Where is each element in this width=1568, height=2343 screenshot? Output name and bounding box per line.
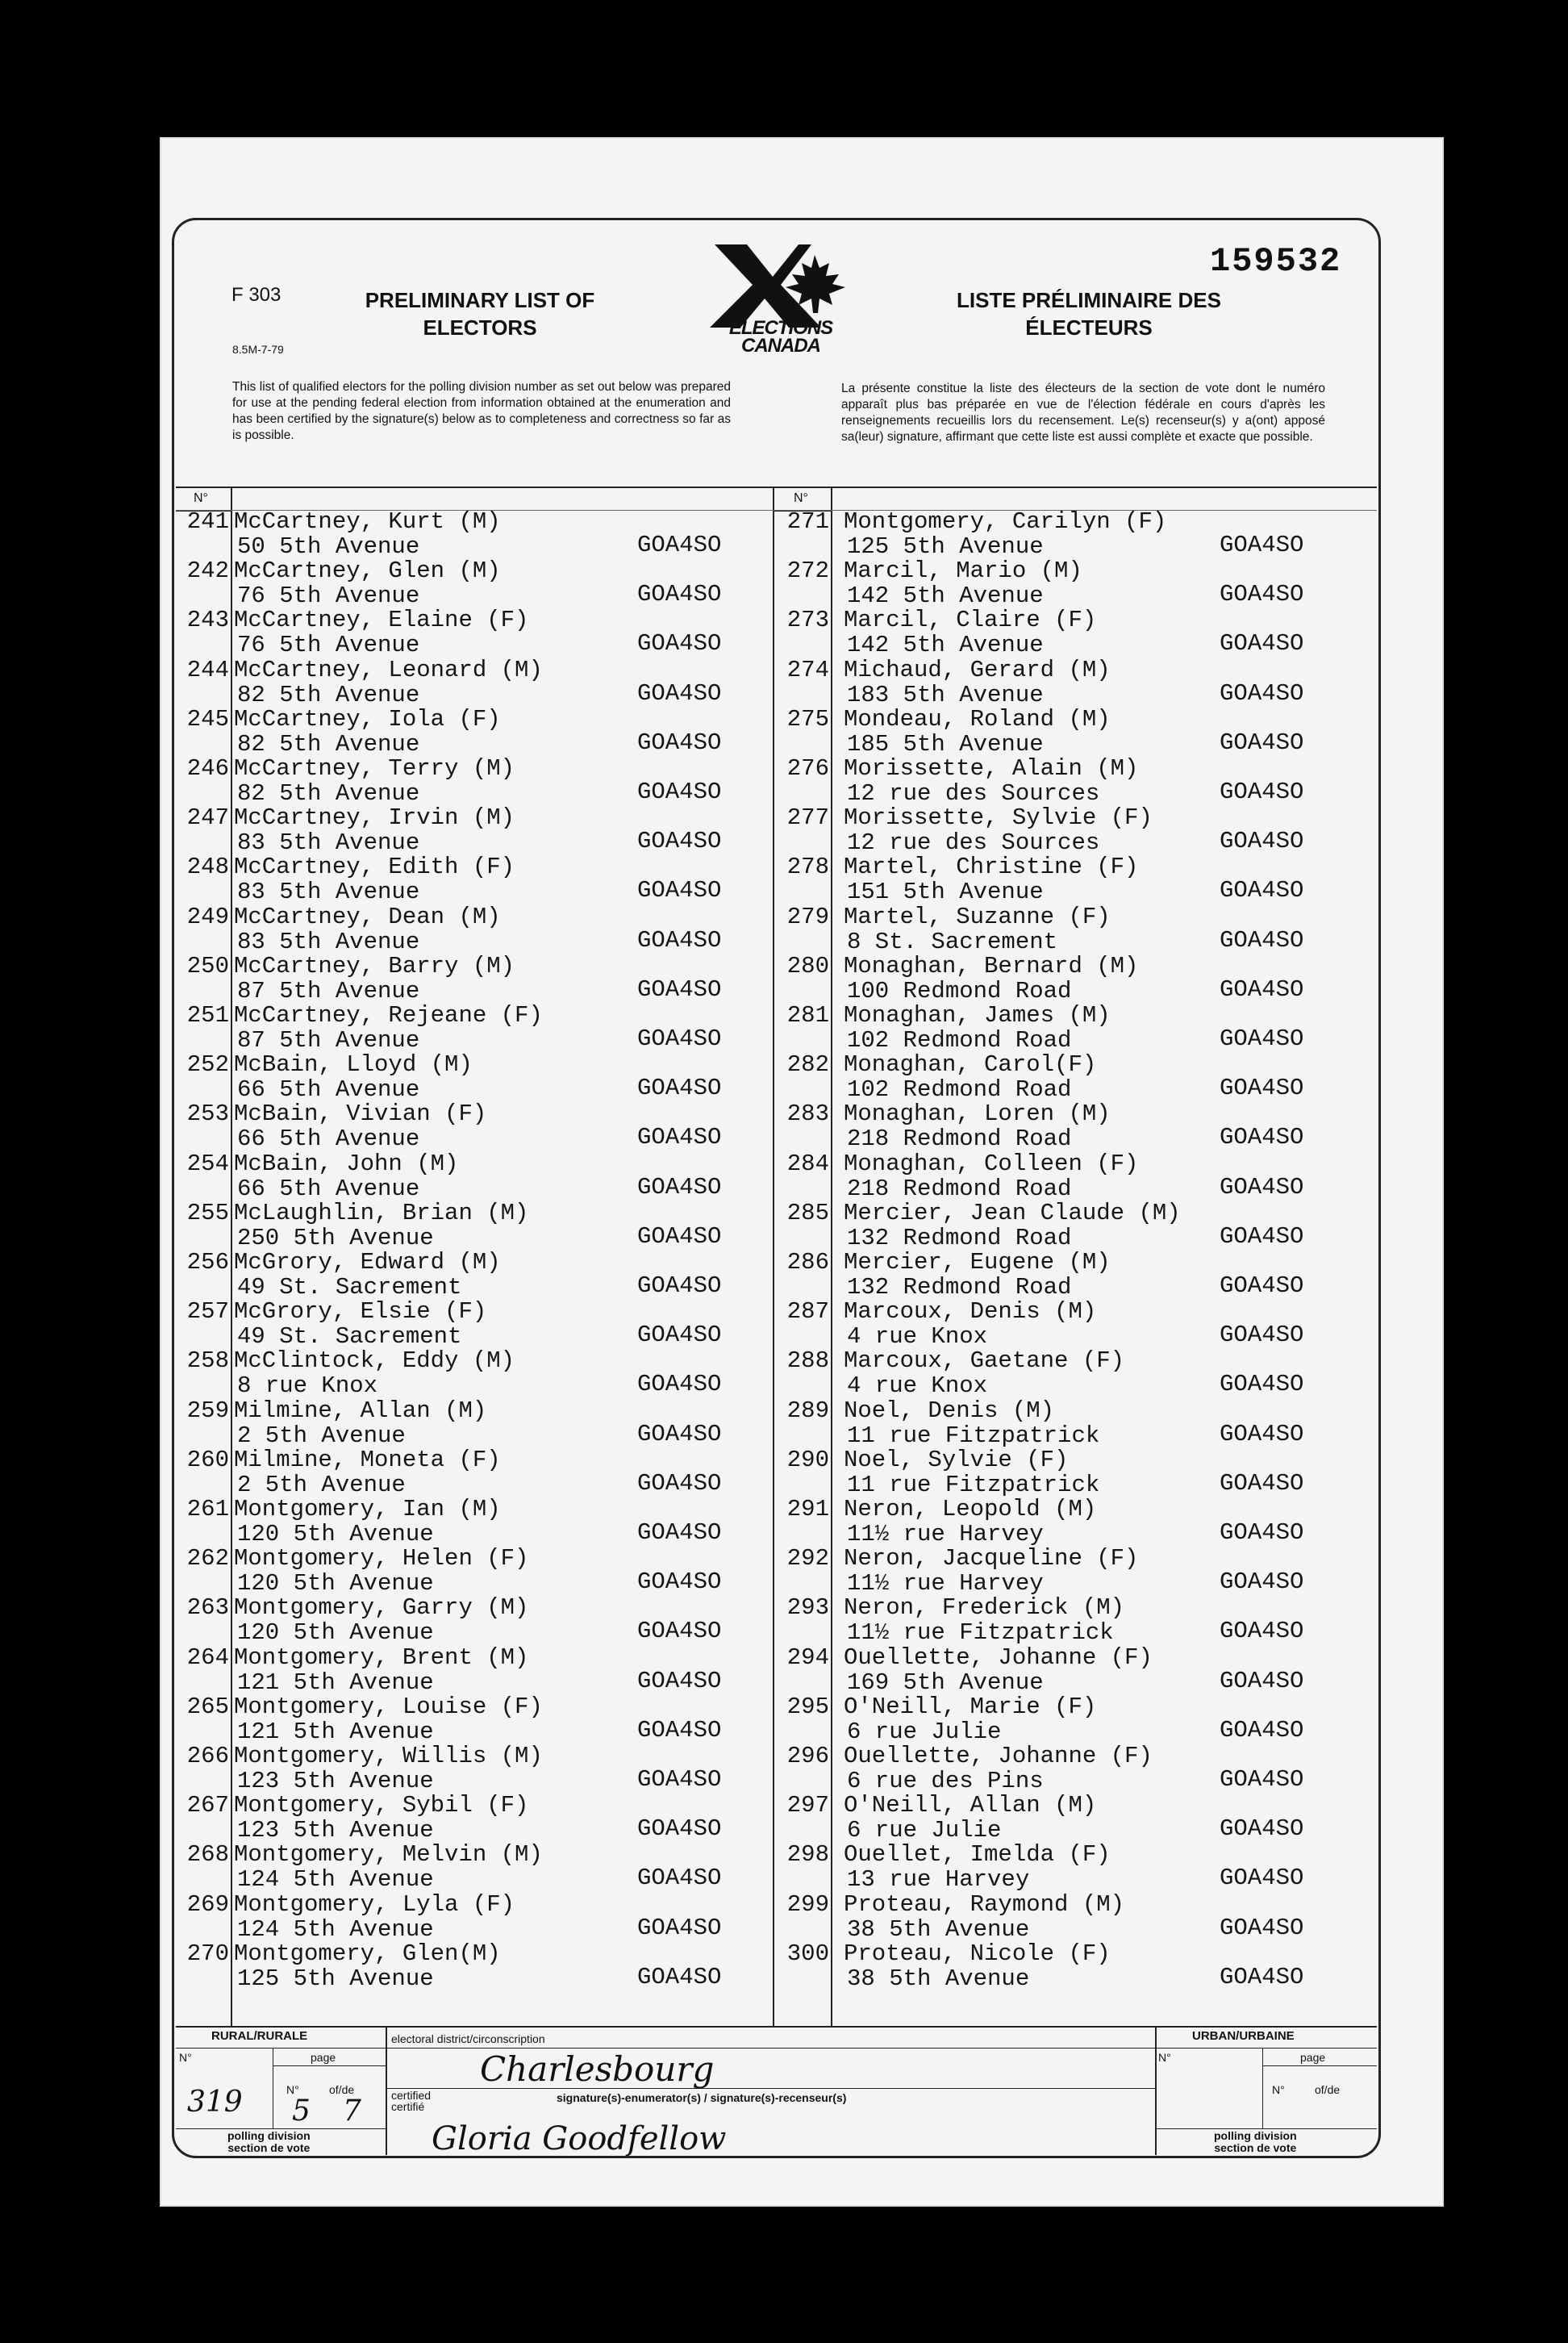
elector-number: 254 (186, 1150, 229, 1177)
elector-number: 270 (186, 1940, 229, 1967)
elector-postal-code: GOA4SO (637, 1667, 722, 1694)
elector-number: 253 (186, 1100, 229, 1128)
elector-postal-code: GOA4SO (637, 1766, 722, 1793)
elector-postal-code: GOA4SO (1220, 1371, 1304, 1398)
elector-postal-code: GOA4SO (1220, 630, 1304, 658)
elector-number: 245 (186, 705, 229, 733)
rural-label: RURAL/RURALE (211, 2029, 308, 2043)
elector-number: 284 (786, 1150, 829, 1177)
elector-number: 271 (786, 508, 829, 535)
elector-name: Ouellet, Imelda (F) (844, 1841, 1111, 1869)
elector-postal-code: GOA4SO (637, 1716, 722, 1744)
elector-name: McClintock, Eddy (M) (234, 1347, 515, 1375)
logo-text-canada: CANADA (741, 335, 820, 357)
urban-divider (1155, 2048, 1377, 2049)
elector-address: 142 5th Avenue (847, 632, 1044, 659)
elector-name: Mondeau, Roland (M) (844, 705, 1111, 733)
elector-name: Ouellette, Johanne (F) (844, 1643, 1153, 1671)
rural-divider (176, 2048, 386, 2049)
rural-page-label: page (311, 2051, 336, 2064)
elector-address: 12 rue des Sources (847, 780, 1100, 807)
rural-no-label: N° (179, 2051, 192, 2064)
form-date: 8.5M-7-79 (232, 343, 284, 356)
district-divider (386, 2048, 1155, 2049)
elector-address: 121 5th Avenue (237, 1668, 434, 1696)
elector-number: 274 (786, 656, 829, 683)
urban-polling-line2: section de vote (1214, 2141, 1297, 2154)
elector-postal-code: GOA4SO (1220, 581, 1304, 608)
elector-postal-code: GOA4SO (1220, 1469, 1304, 1497)
elector-address: 50 5th Avenue (237, 533, 420, 560)
right-number-header: N° (794, 491, 808, 505)
elector-number: 250 (186, 952, 229, 979)
elector-postal-code: GOA4SO (1220, 975, 1304, 1003)
elector-name: Monaghan, Bernard (M) (844, 952, 1139, 979)
elector-postal-code: GOA4SO (637, 1222, 722, 1250)
elector-postal-code: GOA4SO (637, 1469, 722, 1497)
elector-address: 250 5th Avenue (237, 1224, 434, 1251)
footer-top-line (176, 2026, 1377, 2028)
elector-name: Neron, Jacqueline (F) (844, 1545, 1139, 1572)
elector-name: Proteau, Nicole (F) (844, 1940, 1111, 1967)
elector-address: 38 5th Avenue (847, 1965, 1030, 1992)
elector-address: 4 rue Knox (847, 1323, 988, 1351)
elector-name: Marcoux, Denis (M) (844, 1298, 1097, 1326)
urban-page-no-label: N° (1272, 2083, 1285, 2096)
elector-postal-code: GOA4SO (1220, 926, 1304, 954)
elector-number: 268 (186, 1841, 229, 1869)
rural-polling-line2: section de vote (227, 2141, 311, 2154)
elector-address: 183 5th Avenue (847, 681, 1044, 708)
elector-name: Neron, Leopold (M) (844, 1496, 1097, 1522)
elector-name: Noel, Denis (M) (844, 1397, 1055, 1424)
elector-address: 13 rue Harvey (847, 1866, 1030, 1894)
elector-name: Neron, Frederick (M) (844, 1594, 1125, 1622)
elector-postal-code: GOA4SO (637, 532, 722, 558)
rural-polling-label (227, 2130, 311, 2154)
elector-postal-code: GOA4SO (1220, 1618, 1304, 1645)
elector-postal-code: GOA4SO (1220, 1815, 1304, 1843)
elector-postal-code: GOA4SO (637, 729, 722, 756)
elector-name: McLaughlin, Brian (M) (234, 1199, 529, 1226)
elector-name: Marcoux, Gaetane (F) (844, 1347, 1125, 1375)
urban-page-subline (1262, 2065, 1377, 2066)
elector-number: 285 (786, 1199, 829, 1226)
serial-number: 159532 (1210, 242, 1342, 281)
urban-polling-label (1214, 2130, 1297, 2154)
elector-name: McCartney, Glen (M) (234, 558, 501, 585)
elector-number: 265 (186, 1693, 229, 1720)
elector-postal-code: GOA4SO (1220, 1667, 1304, 1694)
elector-number: 252 (186, 1051, 229, 1079)
elector-number: 264 (186, 1643, 229, 1671)
elector-address: 11½ rue Harvey (847, 1570, 1044, 1598)
elector-postal-code: GOA4SO (1220, 1272, 1304, 1299)
elector-number: 296 (786, 1743, 829, 1769)
elector-address: 123 5th Avenue (237, 1768, 434, 1794)
elector-postal-code: GOA4SO (637, 1519, 722, 1546)
elector-number: 257 (186, 1298, 229, 1326)
elector-name: Monaghan, Carol(F) (844, 1051, 1097, 1079)
elector-address: 120 5th Avenue (237, 1619, 434, 1647)
elector-address: 2 5th Avenue (237, 1422, 406, 1449)
elector-postal-code: GOA4SO (637, 1815, 722, 1843)
elector-address: 102 Redmond Road (847, 1076, 1072, 1104)
elector-name: McBain, Lloyd (M) (234, 1051, 473, 1079)
elector-name: Martel, Christine (F) (844, 854, 1139, 881)
elector-name: McBain, Vivian (F) (234, 1100, 487, 1128)
elector-name: McCartney, Edith (F) (234, 854, 515, 881)
elector-postal-code: GOA4SO (1220, 1025, 1304, 1052)
elector-number: 242 (186, 558, 229, 585)
right-number-column-line (831, 488, 832, 2028)
polling-division-number: 319 (187, 2086, 243, 2119)
elector-postal-code: GOA4SO (1220, 1173, 1304, 1201)
elector-address: 100 Redmond Road (847, 977, 1072, 1004)
elector-number: 297 (786, 1792, 829, 1819)
elector-address: 11½ rue Harvey (847, 1521, 1044, 1547)
elector-address: 49 St. Sacrement (237, 1274, 462, 1301)
elector-number: 258 (186, 1347, 229, 1375)
elector-number: 277 (786, 804, 829, 832)
elector-name: Montgomery, Carilyn (F) (844, 508, 1167, 535)
elector-number: 293 (786, 1594, 829, 1622)
elector-number: 288 (786, 1347, 829, 1375)
elector-name: Montgomery, Melvin (M) (234, 1841, 543, 1869)
elector-address: 185 5th Avenue (847, 730, 1044, 758)
elector-number: 299 (786, 1890, 829, 1918)
center-divider-line (773, 488, 774, 2028)
elector-name: Michaud, Gerard (M) (844, 656, 1111, 683)
elector-address: 6 rue des Pins (847, 1768, 1044, 1794)
elector-postal-code: GOA4SO (1220, 1865, 1304, 1892)
elector-number: 243 (186, 607, 229, 634)
elector-postal-code: GOA4SO (1220, 1124, 1304, 1151)
elector-postal-code: GOA4SO (637, 1420, 722, 1447)
elector-number: 298 (786, 1841, 829, 1869)
urban-left-border (1155, 2026, 1157, 2155)
elector-name: Montgomery, Willis (M) (234, 1743, 543, 1769)
elector-postal-code: GOA4SO (1220, 1519, 1304, 1546)
elector-address: 123 5th Avenue (237, 1817, 434, 1844)
elector-postal-code: GOA4SO (637, 1963, 722, 1990)
certified-label (391, 2090, 431, 2112)
elector-number: 291 (786, 1496, 829, 1522)
elector-address: 125 5th Avenue (237, 1965, 434, 1992)
signature-label: signature(s)-enumerator(s) / signature(s)-recenseur(s) (557, 2091, 847, 2104)
elector-number: 290 (786, 1446, 829, 1473)
elector-postal-code: GOA4SO (637, 1865, 722, 1892)
elector-address: 11 rue Fitzpatrick (847, 1422, 1100, 1449)
elector-postal-code: GOA4SO (637, 1075, 722, 1102)
elector-name: Ouellette, Johanne (F) (844, 1743, 1153, 1769)
intro-french: La présente constitue la liste des électeurs de la section de vote dont le numéro apparaît plus bas préparée en vue de l'élection fédérale en cours d'après les renseignements recueillis lors du recensement. Le(s) recenseur(s) y a(ont) apposé sa(leur) signature, affirmant que cette liste est aussi complète et exacte que possible. (841, 382, 1325, 444)
elector-number: 262 (186, 1545, 229, 1572)
elector-number: 275 (786, 705, 829, 733)
elector-address: 120 5th Avenue (237, 1521, 434, 1547)
elector-name: Montgomery, Sybil (F) (234, 1792, 529, 1819)
elector-postal-code: GOA4SO (637, 877, 722, 904)
elector-postal-code: GOA4SO (637, 1322, 722, 1349)
elector-name: O'Neill, Allan (M) (844, 1792, 1097, 1819)
elector-number: 287 (786, 1298, 829, 1326)
elector-name: Montgomery, Brent (M) (234, 1643, 529, 1671)
elector-postal-code: GOA4SO (1220, 1322, 1304, 1349)
page-number: 5 (292, 2094, 311, 2128)
elector-address: 82 5th Avenue (237, 730, 420, 758)
elector-postal-code: GOA4SO (1220, 1222, 1304, 1250)
elector-address: 8 rue Knox (237, 1372, 378, 1400)
elector-address: 83 5th Avenue (237, 928, 420, 955)
elector-address: 76 5th Avenue (237, 583, 420, 610)
elector-address: 102 Redmond Road (847, 1027, 1072, 1054)
elector-name: McCartney, Kurt (M) (234, 508, 501, 535)
title-en-line2: ELECTORS (423, 315, 537, 340)
elector-name: Monaghan, James (M) (844, 1002, 1111, 1029)
elector-name: Morissette, Sylvie (F) (844, 804, 1153, 832)
elector-address: 6 rue Julie (847, 1718, 1002, 1745)
elector-number: 294 (786, 1643, 829, 1671)
certified-en: certified (391, 2089, 432, 2102)
enumerator-signature: Gloria Goodfellow (432, 2120, 727, 2157)
elector-name: Montgomery, Lyla (F) (234, 1890, 515, 1918)
certified-fr: certifié (391, 2100, 425, 2113)
elector-address: 66 5th Avenue (237, 1076, 420, 1104)
district-handwritten: Charlesbourg (480, 2049, 715, 2089)
elector-postal-code: GOA4SO (1220, 1075, 1304, 1102)
rural-page-no-label: N° (286, 2083, 299, 2096)
elector-postal-code: GOA4SO (1220, 679, 1304, 707)
left-number-header: N° (194, 491, 208, 505)
elector-name: Montgomery, Helen (F) (234, 1545, 529, 1572)
elector-address: 76 5th Avenue (237, 632, 420, 659)
elector-number: 300 (786, 1940, 829, 1967)
elector-number: 248 (186, 854, 229, 881)
elector-name: Mercier, Eugene (M) (844, 1249, 1111, 1276)
elector-number: 241 (186, 508, 229, 535)
elector-name: Marcil, Claire (F) (844, 607, 1097, 634)
title-fr-line2: ÉLECTEURS (1025, 315, 1153, 340)
elector-postal-code: GOA4SO (1220, 779, 1304, 805)
title-en-line1: PRELIMINARY LIST OF (365, 288, 595, 312)
elector-number: 269 (186, 1890, 229, 1918)
elector-name: McBain, John (M) (234, 1150, 459, 1177)
elector-name: McCartney, Irvin (M) (234, 804, 515, 832)
urban-of-label: of/de (1315, 2083, 1341, 2096)
rural-right-border (386, 2026, 387, 2155)
elector-postal-code: GOA4SO (1220, 1766, 1304, 1793)
elector-address: 66 5th Avenue (237, 1175, 420, 1202)
elector-address: 49 St. Sacrement (237, 1323, 462, 1351)
rural-page-subline (273, 2065, 386, 2066)
elector-address: 124 5th Avenue (237, 1915, 434, 1943)
elector-name: Noel, Sylvie (F) (844, 1446, 1069, 1473)
elector-postal-code: GOA4SO (637, 779, 722, 805)
elector-postal-code: GOA4SO (637, 630, 722, 658)
intro-english: This list of qualified electors for the polling division number as set out below was prepared for use at the pending federal election from information obtained at the enumeration and has been certified by the signature(s) below as to completeness and correctness so far as is possible. (232, 380, 731, 442)
elector-postal-code: GOA4SO (1220, 877, 1304, 904)
elector-address: 83 5th Avenue (237, 879, 420, 906)
elector-number: 255 (186, 1199, 229, 1226)
elector-name: Marcil, Mario (M) (844, 558, 1082, 585)
elector-postal-code: GOA4SO (637, 1124, 722, 1151)
elector-number: 259 (186, 1397, 229, 1424)
elector-name: McCartney, Elaine (F) (234, 607, 529, 634)
elector-name: Milmine, Allan (M) (234, 1397, 487, 1424)
title-fr-line1: LISTE PRÉLIMINAIRE DES (957, 288, 1221, 312)
elector-postal-code: GOA4SO (637, 926, 722, 954)
elector-address: 38 5th Avenue (847, 1915, 1030, 1943)
elector-number: 283 (786, 1100, 829, 1128)
elector-number: 246 (186, 755, 229, 782)
elector-postal-code: GOA4SO (637, 1914, 722, 1941)
elector-address: 4 rue Knox (847, 1372, 988, 1400)
elector-postal-code: GOA4SO (1220, 1716, 1304, 1744)
elector-number: 286 (786, 1249, 829, 1276)
elector-name: Martel, Suzanne (F) (844, 903, 1111, 930)
elector-address: 11 rue Fitzpatrick (847, 1471, 1100, 1498)
elector-address: 87 5th Avenue (237, 977, 420, 1004)
elector-number: 263 (186, 1594, 229, 1622)
elector-name: Montgomery, Garry (M) (234, 1594, 529, 1622)
elector-address: 218 Redmond Road (847, 1126, 1072, 1153)
elector-address: 142 5th Avenue (847, 583, 1044, 610)
elector-name: Montgomery, Louise (F) (234, 1693, 543, 1720)
rural-of-label: of/de (329, 2083, 355, 2096)
elector-address: 66 5th Avenue (237, 1126, 420, 1153)
elector-number: 266 (186, 1743, 229, 1769)
elector-number: 260 (186, 1446, 229, 1473)
title-french (911, 286, 1266, 341)
elector-postal-code: GOA4SO (637, 679, 722, 707)
elector-postal-code: GOA4SO (1220, 1420, 1304, 1447)
elector-number: 247 (186, 804, 229, 832)
elector-number: 244 (186, 656, 229, 683)
elector-address: 2 5th Avenue (237, 1471, 406, 1498)
elector-name: McGrory, Elsie (F) (234, 1298, 487, 1326)
urban-polling-line1: polling division (1214, 2129, 1297, 2142)
elector-number: 272 (786, 558, 829, 585)
elector-postal-code: GOA4SO (637, 975, 722, 1003)
elector-address: 87 5th Avenue (237, 1027, 420, 1054)
form-code: F 303 (231, 284, 281, 306)
urban-no-label: N° (1158, 2051, 1171, 2064)
elector-address: 120 5th Avenue (237, 1570, 434, 1598)
elector-name: McCartney, Terry (M) (234, 755, 515, 782)
elector-address: 132 Redmond Road (847, 1224, 1072, 1251)
urban-page-divider (1262, 2048, 1263, 2128)
elector-address: 124 5th Avenue (237, 1866, 434, 1894)
elector-name: Milmine, Moneta (F) (234, 1446, 501, 1473)
elector-address: 132 Redmond Road (847, 1274, 1072, 1301)
elector-number: 289 (786, 1397, 829, 1424)
elector-number: 280 (786, 952, 829, 979)
elector-postal-code: GOA4SO (637, 1025, 722, 1052)
elector-name: Monaghan, Loren (M) (844, 1100, 1111, 1128)
elector-postal-code: GOA4SO (637, 828, 722, 855)
elector-postal-code: GOA4SO (1220, 828, 1304, 855)
rural-polling-line1: polling division (227, 2129, 311, 2142)
elector-number: 292 (786, 1545, 829, 1572)
elector-address: 121 5th Avenue (237, 1718, 434, 1745)
elector-name: McCartney, Dean (M) (234, 903, 501, 930)
elector-name: McCartney, Rejeane (F) (234, 1002, 543, 1029)
elector-name: McCartney, Iola (F) (234, 705, 501, 733)
elector-address: 8 St. Sacrement (847, 928, 1058, 955)
logo-text-elections: ELECTIONS (728, 317, 833, 339)
elector-address: 82 5th Avenue (237, 681, 420, 708)
elector-postal-code: GOA4SO (1220, 1963, 1304, 1990)
elector-name: Montgomery, Glen(M) (234, 1940, 501, 1967)
elector-name: Proteau, Raymond (M) (844, 1890, 1125, 1918)
elector-number: 295 (786, 1693, 829, 1720)
elector-postal-code: GOA4SO (1220, 1914, 1304, 1941)
elector-number: 279 (786, 903, 829, 930)
elector-number: 273 (786, 607, 829, 634)
elector-postal-code: GOA4SO (637, 1371, 722, 1398)
elector-address: 6 rue Julie (847, 1817, 1002, 1844)
elector-number: 282 (786, 1051, 829, 1079)
elector-name: Montgomery, Ian (M) (234, 1496, 501, 1522)
elector-address: 82 5th Avenue (237, 780, 420, 807)
title-english (323, 286, 637, 341)
elector-address: 169 5th Avenue (847, 1668, 1044, 1696)
elector-name: McCartney, Barry (M) (234, 952, 515, 979)
elector-name: O'Neill, Marie (F) (844, 1693, 1097, 1720)
elector-address: 11½ rue Fitzpatrick (847, 1619, 1114, 1647)
elector-number: 267 (186, 1792, 229, 1819)
elector-postal-code: GOA4SO (1220, 532, 1304, 558)
elector-postal-code: GOA4SO (637, 1568, 722, 1596)
elector-number: 261 (186, 1496, 229, 1522)
elector-number: 251 (186, 1002, 229, 1029)
elector-number: 278 (786, 854, 829, 881)
elector-name: Mercier, Jean Claude (M) (844, 1199, 1181, 1226)
elector-name: Monaghan, Colleen (F) (844, 1150, 1139, 1177)
elector-address: 218 Redmond Road (847, 1175, 1072, 1202)
elector-postal-code: GOA4SO (637, 1173, 722, 1201)
district-label: electoral district/circonscription (391, 2032, 545, 2045)
elector-postal-code: GOA4SO (637, 1618, 722, 1645)
elector-number: 281 (786, 1002, 829, 1029)
page-of-number: 7 (343, 2094, 361, 2128)
elector-name: McGrory, Edward (M) (234, 1249, 501, 1276)
elector-address: 83 5th Avenue (237, 829, 420, 857)
elector-number: 276 (786, 755, 829, 782)
left-number-column-line (231, 488, 232, 2028)
elector-postal-code: GOA4SO (637, 581, 722, 608)
elector-postal-code: GOA4SO (637, 1272, 722, 1299)
urban-label: URBAN/URBAINE (1192, 2029, 1295, 2043)
elector-postal-code: GOA4SO (1220, 1568, 1304, 1596)
elector-address: 151 5th Avenue (847, 879, 1044, 906)
elector-name: Morissette, Alain (M) (844, 755, 1139, 782)
elector-name: McCartney, Leonard (M) (234, 656, 543, 683)
urban-page-label: page (1300, 2051, 1326, 2064)
elector-postal-code: GOA4SO (1220, 729, 1304, 756)
elector-number: 256 (186, 1249, 229, 1276)
elector-address: 12 rue des Sources (847, 829, 1100, 857)
elector-number: 249 (186, 903, 229, 930)
elector-address: 125 5th Avenue (847, 533, 1044, 560)
